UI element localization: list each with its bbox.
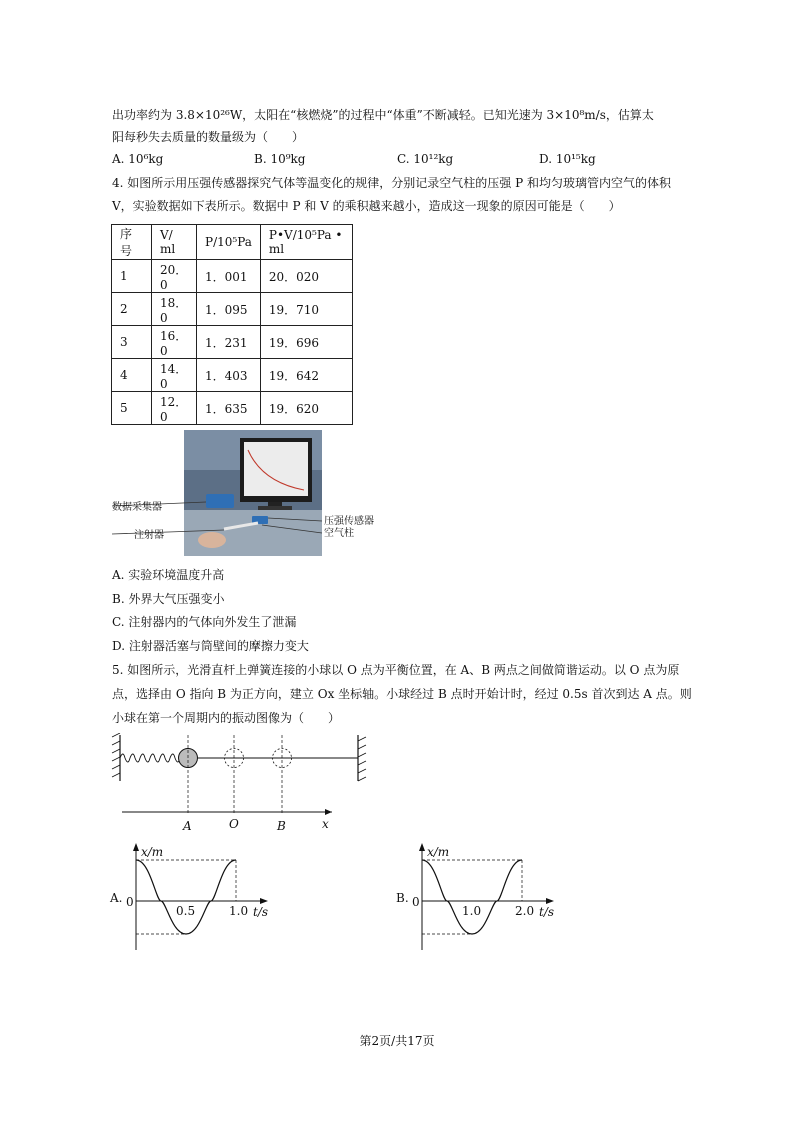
table-row <box>112 392 353 425</box>
graph-b-t-label: t/s <box>539 905 555 919</box>
table-row <box>112 326 353 359</box>
q3-option-a: A. 10⁶kg <box>112 152 164 166</box>
table-cell: 5 <box>112 392 152 425</box>
table-header-cell: 序号 <box>112 225 152 260</box>
graph-a-t-label: t/s <box>253 905 269 919</box>
graph-a-y-label: x/m <box>141 845 164 859</box>
table-header-cell: P/10⁵Pa <box>197 225 261 260</box>
q5-text-line3: 小球在第一个周期内的振动图像为（ ） <box>112 711 341 725</box>
table-header-cell: P•V/10⁵Pa • ml <box>260 225 352 260</box>
table-cell: 1．095 <box>197 293 261 326</box>
graph-b-curve <box>422 860 522 934</box>
label-a: A <box>183 819 192 833</box>
q3-option-b: B. 10⁹kg <box>254 152 306 166</box>
label-o: O <box>229 817 239 831</box>
table-cell: 12．0 <box>152 392 197 425</box>
graph-a-y-arrow-icon <box>133 843 139 851</box>
table-header-cell: V/ ml <box>152 225 197 260</box>
q5-text-line2: 点，选择由 O 指向 B 为正方向，建立 Ox 坐标轴。小球经过 B 点时开始计时，经过 0.5s 首次到达 A 点。则 <box>112 687 692 701</box>
q4-option-a: A. 实验环境温度升高 <box>112 568 225 582</box>
table-cell: 1．403 <box>197 359 261 392</box>
graph-b-t-arrow-icon <box>546 898 554 904</box>
table-cell: 1．635 <box>197 392 261 425</box>
table-cell: 19．642 <box>260 359 352 392</box>
table-cell: 1．001 <box>197 260 261 293</box>
table-cell: 20．020 <box>260 260 352 293</box>
q4-option-c: C. 注射器内的气体向外发生了泄漏 <box>112 615 297 629</box>
table-cell: 4 <box>112 359 152 392</box>
graph-a-origin-label: 0 <box>126 895 134 909</box>
graph-option-a <box>108 840 278 955</box>
q4-text-line1: 4. 如图所示用压强传感器探究气体等温变化的规律，分别记录空气柱的压强 P 和均匀玻璃管内空气的体积 <box>112 176 671 190</box>
table-row <box>112 359 353 392</box>
q3-text-line2: 阳每秒失去质量的数量级为（ ） <box>112 130 305 144</box>
table-cell: 3 <box>112 326 152 359</box>
graph-b-y-arrow-icon <box>419 843 425 851</box>
spring-oscillator-diagram <box>110 733 370 833</box>
label-air-column: 空气柱 <box>324 528 354 539</box>
q3-options <box>112 152 712 168</box>
q3-option-c: C. 10¹²kg <box>397 152 454 166</box>
label-pressure-sensor: 压强传感器 <box>324 516 374 527</box>
q4-text-line2: V，实验数据如下表所示。数据中 P 和 V 的乘积越来越小，造成这一现象的原因可能是（ ） <box>112 199 621 213</box>
data-collector-icon <box>206 494 234 508</box>
q4-option-b: B. 外界大气压强变小 <box>112 592 225 606</box>
table-header-row <box>112 225 353 260</box>
label-data-collector: 数据采集器 <box>112 502 162 513</box>
q3-option-d: D. 10¹⁵kg <box>539 152 596 166</box>
hand-icon <box>198 532 226 548</box>
graph-a-tick-2: 1.0 <box>229 904 249 918</box>
table-cell: 18．0 <box>152 293 197 326</box>
monitor-screen <box>244 442 308 496</box>
q4-option-d: D. 注射器活塞与筒壁间的摩擦力变大 <box>112 639 309 653</box>
graph-b-y-label: x/m <box>427 845 450 859</box>
table-cell: 1 <box>112 260 152 293</box>
graph-a-curve <box>136 860 236 934</box>
table-cell: 14．0 <box>152 359 197 392</box>
label-syringe: 注射器 <box>134 530 164 541</box>
q5-text-line1: 5. 如图所示，光滑直杆上弹簧连接的小球以 O 点为平衡位置，在 A、B 两点之间做简谐运动。以 O 点为原 <box>112 663 680 677</box>
table-cell: 19．696 <box>260 326 352 359</box>
label-x: x <box>322 817 329 831</box>
table-cell: 19．620 <box>260 392 352 425</box>
page-footer: 第2页/共17页 <box>359 1034 435 1048</box>
graph-b-origin-label: 0 <box>412 895 420 909</box>
graph-b-tick-2: 2.0 <box>515 904 535 918</box>
table-cell: 16．0 <box>152 326 197 359</box>
q4-data-table <box>111 224 353 425</box>
table-row <box>112 293 353 326</box>
graph-option-b <box>394 840 564 955</box>
graph-a-t-arrow-icon <box>260 898 268 904</box>
table-cell: 20．0 <box>152 260 197 293</box>
graph-b-option-label: B. <box>396 891 409 905</box>
graph-b-tick-1: 1.0 <box>462 904 482 918</box>
table-cell: 19．710 <box>260 293 352 326</box>
table-row <box>112 260 353 293</box>
q3-text-line1: 出功率约为 3.8×10²⁶W，太阳在“核燃烧”的过程中“体重”不断减轻。已知光速为 3×10⁸m/s，估算太 <box>112 108 654 122</box>
label-b: B <box>277 819 286 833</box>
experiment-photo <box>112 430 382 556</box>
graph-a-tick-1: 0.5 <box>176 904 196 918</box>
table-cell: 2 <box>112 293 152 326</box>
x-axis-arrow-icon <box>325 809 332 815</box>
graph-a-option-label: A. <box>110 891 123 905</box>
table-cell: 1．231 <box>197 326 261 359</box>
